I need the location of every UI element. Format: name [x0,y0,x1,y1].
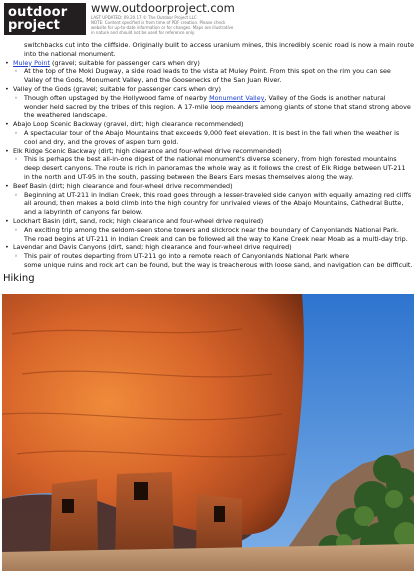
item-description [13,252,416,270]
text-line: cool and dry, and the groves of aspen turn gold. [24,137,179,146]
text-line: switchbacks cut into the cliffside. Originally built to access uranium mines, this incredibly scenic road is now a main route [24,41,415,49]
site-url[interactable]: www.outdoorproject.com [91,1,235,15]
monument-valley-link[interactable]: Monument Valley [209,93,265,102]
text-line: ◦ A spectacular tour of the Abajo Mountains that exceeds 9,000 feet elevation. It is best in the fall when the weather is [24,128,400,137]
item-title: (gravel; suitable for passenger cars when dry) [49,58,200,67]
logo-word-project: project [8,18,60,33]
meta-line: NOTE: Content specified is from time of PDF creation. Please check [91,20,226,25]
text-fragment: , Valley of the Gods is another natural [264,93,386,102]
item-description [13,94,416,120]
text-line: into the national monument. [24,49,116,58]
photo-illustration [2,294,414,571]
item-description [13,67,416,85]
sub-list [13,129,416,147]
sub-list [13,252,416,270]
text-line: ◦ This is perhaps the best all-in-one digest of the national monument's diverse scenery, from high forested mountains [24,155,397,164]
text-line: ◦ This pair of routes departing from UT-211 go into a remote reach of Canyonlands National Park where [24,252,350,261]
text-line: The road begins at UT-211 in Indian Creek and can be followed all the way to Kane Creek near Moab as a multi-day trip. [24,234,408,243]
item-title: • Abajo Loop Scenic Backway (gravel, dirt; high clearance recommended) [13,120,244,129]
outdoor-project-logo[interactable] [4,3,86,35]
list-item-lockhart-basin [0,217,416,243]
list-item-elk-ridge [0,147,416,182]
page-header [0,0,416,40]
meta-line: LAST UPDATED: 09.20.17 © The Outdoor Project LLC [91,15,197,20]
item-title: • Valley of the Gods (gravel; suitable for passenger cars when dry) [13,84,221,93]
item-description [13,129,416,147]
text-line: deep desert canyons. The route is rich in panoramas the whole way as it follows the crest of Elk Ridge between UT-211 [24,164,406,173]
text-fragment: Though often upstaged by the Hollywood fame of nearby [24,93,210,102]
text-line: ◦ An exciting trip among the seldom-seen stone towers and slickrock near the boundary of Canyonlands National Park. [24,225,399,234]
item-title: • Elk Ridge Scenic Backway (dirt; high clearance and four-wheel drive recommended) [13,146,282,155]
list-item-muley-point [0,59,416,85]
text-line: the weathered landscape. [24,111,108,120]
text-line: in the north and UT-95 in the south, passing between the Bears Ears mesas themselves along the way. [24,172,354,181]
list-item-valley-of-the-gods [0,85,416,120]
text-line: Valley of the Gods, Monument Valley, and the Goosenecks of the San Juan River. [24,76,282,85]
scenic-drives-list [0,41,416,270]
drives-list [0,59,416,270]
item-title: • Lockhart Basin (dirt, sand, rock; high clearance and four-wheel drive required) [13,216,264,225]
previous-item-continuation [0,41,416,59]
item-title: • Beef Basin (dirt; high clearance and four-wheel drive recommended) [13,181,233,190]
list-item-beef-basin [0,182,416,217]
meta-line: in nature and should not be used for reference only. [91,30,195,35]
sub-list [13,155,416,181]
item-description [13,155,416,181]
cliff-dwelling-photo [2,294,414,571]
text-line: some unique ruins and rock art can be found, but the way is treacherous with loose sand, and navigation can be difficult. [24,260,413,269]
item-title: • Lavendar and Davis Canyons (dirt, sand; high clearance and four-wheel drive required) [13,243,292,252]
item-description [13,191,416,217]
sub-list [13,94,416,120]
text-line: ◦ Beginning at UT-211 in Indian Creek, this road goes through a lesser-traveled side canyon with equally amazing red cliffs [24,190,412,199]
text-line: ◦ At the top of the Moki Dugway, a side road leads to the vista at Muley Point. From this spot on the rim you can see [24,67,391,76]
item-description [13,226,416,244]
update-note [91,15,266,35]
muley-point-link[interactable]: Muley Point [13,58,50,67]
meta-line: website for up-to-date information or for changes. Maps are illustrative [91,25,234,30]
list-item-lavendar-davis [0,243,416,269]
sub-list [13,191,416,217]
text-line: and a labyrinth of canyons far below. [24,208,143,217]
section-heading-hiking: Hiking [3,273,35,284]
text-line: wonder held sacred by the tribes of this region. A 17-mile loop meanders among giants of stone that stand strong above [24,102,411,111]
list-item-abajo-loop [0,120,416,146]
sub-list [13,226,416,244]
sub-list [13,67,416,85]
logo-word-outdoor: outdoor [8,5,68,20]
text-line: all around, then makes a bold climb into the high country for unrivaled views of the Abajo Mountains, Cathedral Butte, [24,199,404,208]
